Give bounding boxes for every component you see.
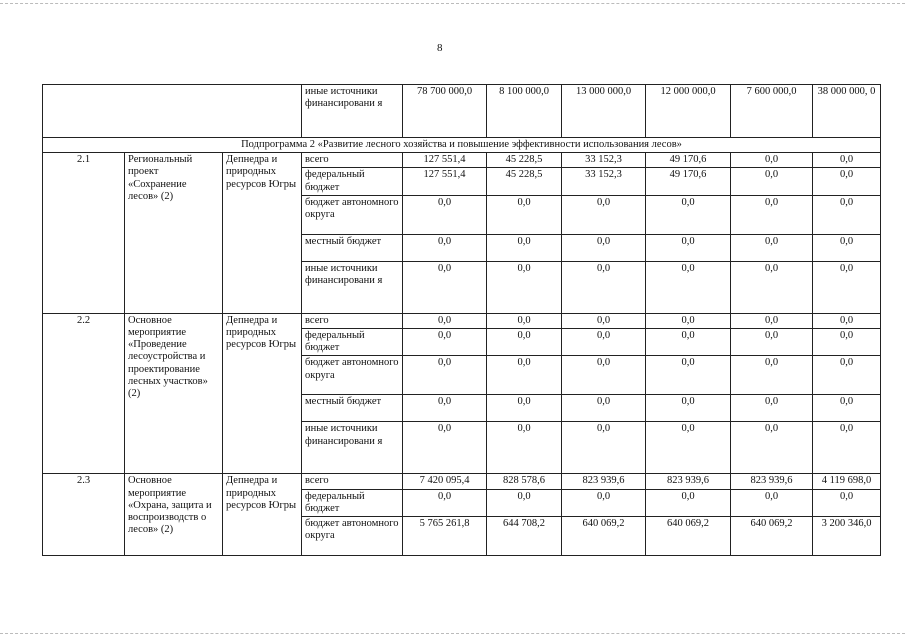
value-cell: 0,0 — [646, 234, 731, 261]
value-cell: 0,0 — [646, 329, 731, 356]
value-cell: 0,0 — [487, 261, 562, 313]
item-name: Основное мероприятие «Охрана, защита и воспроизводств о лесов» (2) — [125, 474, 223, 556]
value-cell: 0,0 — [403, 422, 487, 474]
value-cell: 0,0 — [646, 422, 731, 474]
value-cell: 0,0 — [562, 313, 646, 328]
value-cell: 0,0 — [403, 195, 487, 234]
value-cell: 640 069,2 — [731, 517, 813, 556]
value-cell: 0,0 — [403, 261, 487, 313]
table-body — [43, 85, 881, 556]
value-cell: 0,0 — [731, 168, 813, 195]
source-cell: федеральный бюджет — [302, 329, 403, 356]
value-cell: 0,0 — [487, 395, 562, 422]
value-cell: 49 170,6 — [646, 153, 731, 168]
value-cell: 127 551,4 — [403, 168, 487, 195]
table-row — [43, 85, 881, 138]
value-cell: 0,0 — [813, 356, 881, 395]
value-cell: 0,0 — [562, 356, 646, 395]
item-executor: Депнедра и природных ресурсов Югры — [223, 153, 302, 314]
table-row — [43, 153, 881, 168]
source-cell: местный бюджет — [302, 234, 403, 261]
item-number: 2.3 — [43, 474, 125, 556]
value-cell: 0,0 — [731, 356, 813, 395]
value-cell: 0,0 — [646, 313, 731, 328]
value-cell: 0,0 — [403, 395, 487, 422]
value-cell: 0,0 — [813, 168, 881, 195]
value-cell: 0,0 — [731, 234, 813, 261]
value-cell: 0,0 — [487, 422, 562, 474]
value-cell: 0,0 — [487, 356, 562, 395]
source-cell: федеральный бюджет — [302, 168, 403, 195]
value-cell: 0,0 — [403, 329, 487, 356]
value-cell: 0,0 — [562, 234, 646, 261]
value-cell: 0,0 — [403, 313, 487, 328]
value-cell: 0,0 — [731, 313, 813, 328]
value-cell: 644 708,2 — [487, 517, 562, 556]
value-cell: 5 765 261,8 — [403, 517, 487, 556]
value-cell: 0,0 — [731, 422, 813, 474]
value-cell: 0,0 — [813, 395, 881, 422]
value-cell: 127 551,4 — [403, 153, 487, 168]
page-number: 8 — [437, 42, 443, 54]
value-cell: 0,0 — [487, 313, 562, 328]
source-cell: бюджет автономного округа — [302, 356, 403, 395]
source-cell: иные источники финансировани я — [302, 85, 403, 138]
value-cell: 0,0 — [813, 313, 881, 328]
value-cell: 0,0 — [646, 261, 731, 313]
value-cell: 0,0 — [487, 489, 562, 516]
value-cell: 8 100 000,0 — [487, 85, 562, 138]
value-cell: 823 939,6 — [731, 474, 813, 489]
value-cell: 3 200 346,0 — [813, 517, 881, 556]
value-cell: 0,0 — [403, 489, 487, 516]
value-cell: 0,0 — [487, 329, 562, 356]
item-executor: Депнедра и природных ресурсов Югры — [223, 474, 302, 556]
value-cell: 0,0 — [487, 195, 562, 234]
value-cell: 45 228,5 — [487, 168, 562, 195]
value-cell: 78 700 000,0 — [403, 85, 487, 138]
value-cell: 0,0 — [562, 195, 646, 234]
table-row — [43, 474, 881, 489]
value-cell: 0,0 — [646, 395, 731, 422]
value-cell: 33 152,3 — [562, 168, 646, 195]
value-cell: 0,0 — [562, 395, 646, 422]
item-name: Основное мероприятие «Проведение лесоустройства и проектирование лесных участков» (2) — [125, 313, 223, 474]
value-cell: 640 069,2 — [646, 517, 731, 556]
subprogram-title: Подпрограмма 2 «Развитие лесного хозяйства и повышение эффективности использования лесов» — [43, 138, 881, 153]
source-cell: федеральный бюджет — [302, 489, 403, 516]
value-cell: 7 600 000,0 — [731, 85, 813, 138]
value-cell: 0,0 — [813, 153, 881, 168]
value-cell: 0,0 — [731, 329, 813, 356]
source-cell: местный бюджет — [302, 395, 403, 422]
value-cell: 0,0 — [731, 489, 813, 516]
value-cell: 0,0 — [731, 395, 813, 422]
value-cell: 0,0 — [562, 329, 646, 356]
item-name: Региональный проект «Сохранение лесов» (2) — [125, 153, 223, 314]
value-cell: 0,0 — [646, 489, 731, 516]
value-cell: 0,0 — [813, 234, 881, 261]
scan-edge-bottom — [0, 633, 905, 634]
value-cell: 828 578,6 — [487, 474, 562, 489]
source-cell: бюджет автономного округа — [302, 517, 403, 556]
value-cell: 0,0 — [813, 489, 881, 516]
scan-edge-top — [0, 3, 905, 4]
value-cell: 7 420 095,4 — [403, 474, 487, 489]
value-cell: 0,0 — [562, 261, 646, 313]
source-cell: иные источники финансировани я — [302, 261, 403, 313]
value-cell: 0,0 — [731, 195, 813, 234]
value-cell: 640 069,2 — [562, 517, 646, 556]
value-cell: 823 939,6 — [562, 474, 646, 489]
value-cell: 33 152,3 — [562, 153, 646, 168]
value-cell: 4 119 698,0 — [813, 474, 881, 489]
empty-cell — [43, 85, 302, 138]
item-number: 2.1 — [43, 153, 125, 314]
value-cell: 0,0 — [813, 329, 881, 356]
value-cell: 13 000 000,0 — [562, 85, 646, 138]
source-cell: всего — [302, 313, 403, 328]
value-cell: 0,0 — [403, 234, 487, 261]
value-cell: 0,0 — [731, 153, 813, 168]
value-cell: 0,0 — [813, 422, 881, 474]
value-cell: 0,0 — [731, 261, 813, 313]
value-cell: 823 939,6 — [646, 474, 731, 489]
value-cell: 0,0 — [562, 489, 646, 516]
value-cell: 12 000 000,0 — [646, 85, 731, 138]
value-cell: 0,0 — [487, 234, 562, 261]
value-cell: 0,0 — [813, 261, 881, 313]
financing-table — [42, 84, 881, 556]
item-number: 2.2 — [43, 313, 125, 474]
source-cell: всего — [302, 153, 403, 168]
subprogram-row — [43, 138, 881, 153]
value-cell: 45 228,5 — [487, 153, 562, 168]
value-cell: 38 000 000, 0 — [813, 85, 881, 138]
value-cell: 0,0 — [646, 356, 731, 395]
source-cell: всего — [302, 474, 403, 489]
value-cell: 0,0 — [562, 422, 646, 474]
value-cell: 0,0 — [813, 195, 881, 234]
value-cell: 49 170,6 — [646, 168, 731, 195]
table-row — [43, 313, 881, 328]
value-cell: 0,0 — [403, 356, 487, 395]
source-cell: иные источники финансировани я — [302, 422, 403, 474]
value-cell: 0,0 — [646, 195, 731, 234]
item-executor: Депнедра и природных ресурсов Югры — [223, 313, 302, 474]
source-cell: бюджет автономного округа — [302, 195, 403, 234]
